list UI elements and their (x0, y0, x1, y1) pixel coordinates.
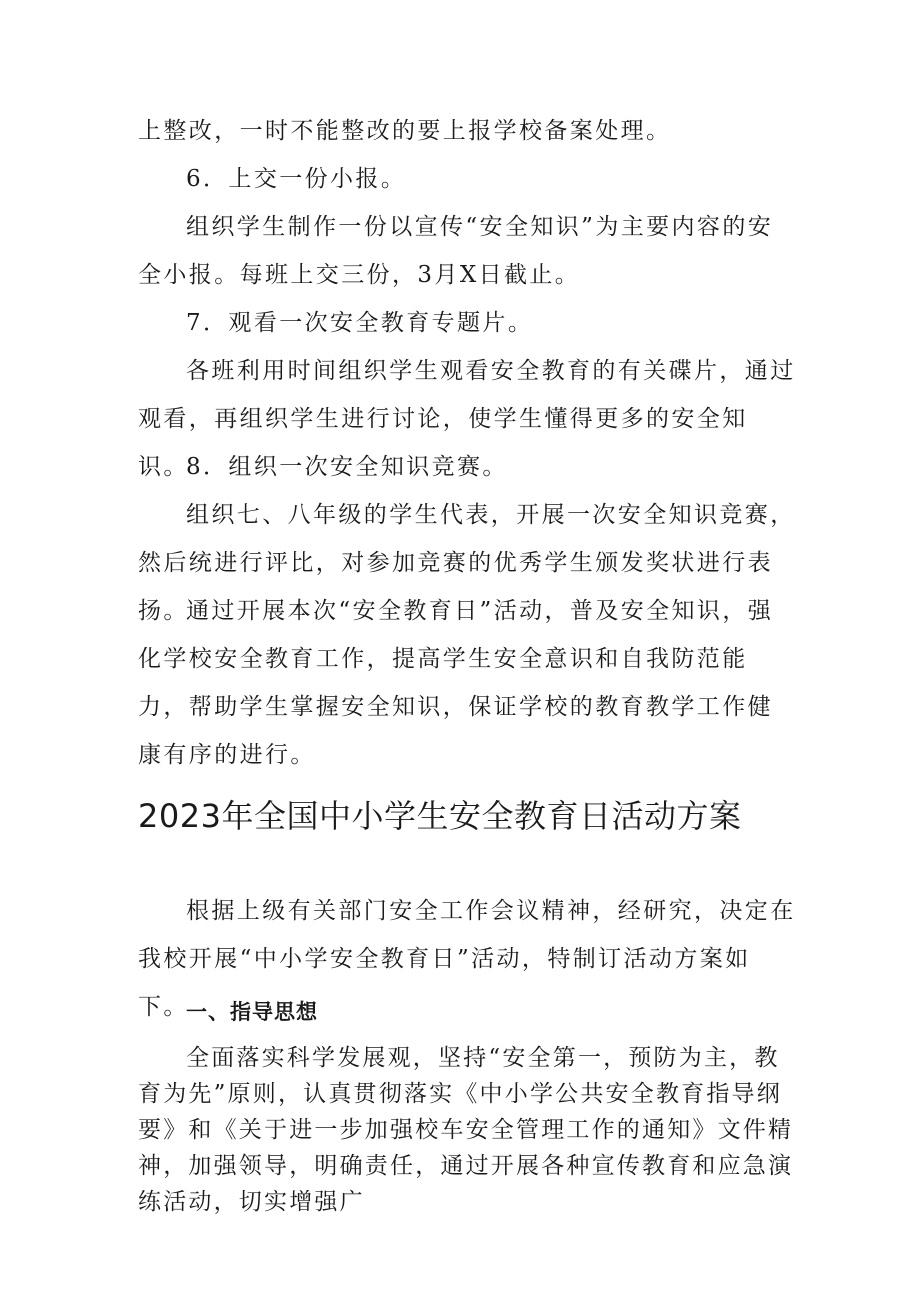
document-title: 2023年全国中小学生安全教育日活动方案 (138, 797, 742, 835)
item-7-heading: 7．观看一次安全教育专题片。 (186, 310, 534, 336)
item-8-heading: 8．组织一次安全知识竞赛。 (186, 454, 508, 480)
intro-paragraph: 根据上级有关部门安全工作会议精神，经研究，决定在我校开展“中小学安全教育日”活动，特制订活动方案如下。 (138, 898, 796, 1020)
item-8-body: 组织七、八年级的学生代表，开展一次安全知识竞赛，然后统进行评比，对参加竞赛的优秀学生颁发奖状进行表扬。 (138, 502, 796, 624)
item-6-heading: 6．上交一份小报。 (186, 166, 407, 192)
section-heading-guiding-ideology: 一、指导思想 (186, 1000, 318, 1024)
item-6-body: 组织学生制作一份以宣传“安全知识”为主要内容的安全小报。每班上交三份，3月X日截止。 (138, 214, 774, 288)
summary-paragraph: 通过开展本次“安全教育日”活动，普及安全知识，强化学校安全教育工作，提高学生安全意识和自我防范能力，帮助学生掌握安全知识，保证学校的教育教学工作健康有序的进行。 (138, 598, 774, 768)
paragraph-continuation: 上整改，一时不能整改的要上报学校备案处理。 (138, 118, 672, 144)
section-body-guiding-ideology: 全面落实科学发展观，坚持“安全第一，预防为主，教育为先”原则，认真贯彻落实《中小学公共安全教育指导纲要》和《关于进一步加强校车安全管理工作的通知》文件精神，加强领导，明确责任，通过开展各种宣传教育和应急演练活动，切实增强广 (138, 1045, 794, 1215)
item-7-body: 各班利用时间组织学生观看安全教育的有关碟片，通过观看，再组织学生进行讨论，使学生懂得更多的安全知识。 (138, 358, 796, 480)
